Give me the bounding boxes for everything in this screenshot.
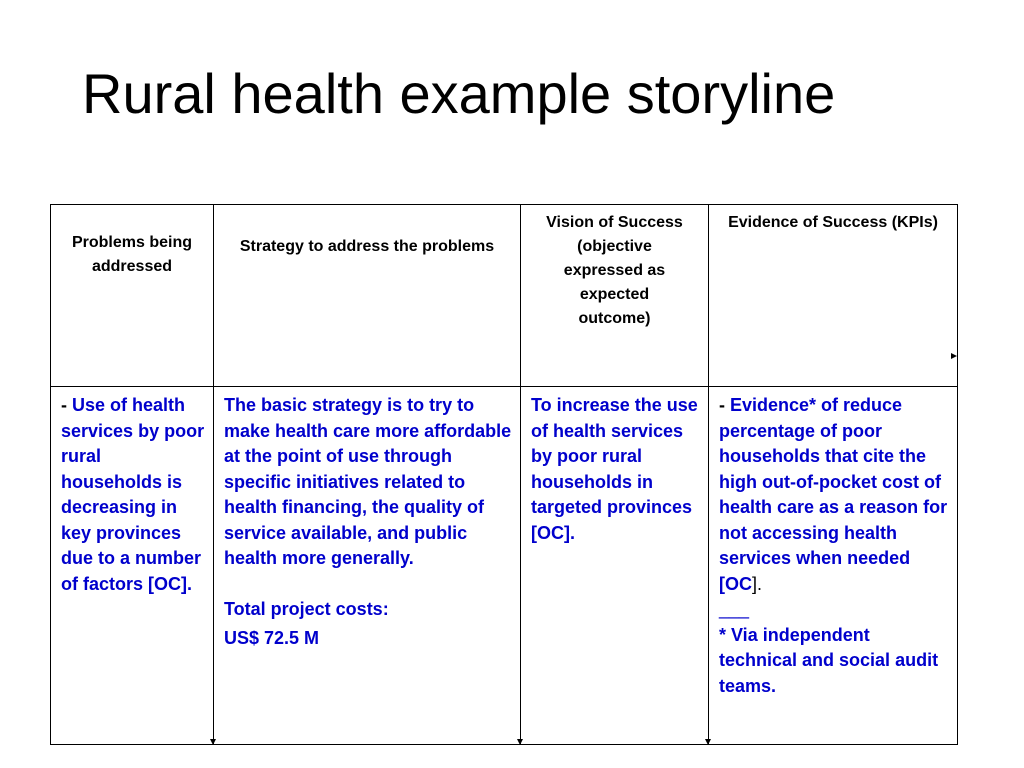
column-arrow-marker [705, 739, 711, 745]
evidence-cell [709, 387, 958, 745]
vision-cell [521, 387, 709, 745]
problems-text: Use of health services by poor rural households is decreasing in key provinces due to a number of factors [OC]. [61, 395, 205, 594]
header-evidence-label: Evidence of Success (KPIs) [728, 214, 938, 231]
vision-text: To increase the use of health services by poor rural households in targeted provinces [OC]. [531, 395, 698, 543]
problems-cell [51, 387, 214, 745]
column-arrow-marker [517, 739, 523, 745]
evidence-separator: ___ [719, 599, 750, 619]
evidence-footnote: * Via independent technical and social audit teams. [719, 624, 939, 696]
spacer [224, 572, 512, 594]
header-evidence [709, 205, 958, 387]
strategy-costs-label: Total project costs: [224, 598, 389, 619]
header-problems [51, 205, 214, 387]
header-strategy-label: Strategy to address the problems [239, 238, 495, 255]
problems-dash: - [61, 395, 72, 415]
header-strategy [214, 205, 521, 387]
header-row [51, 205, 958, 387]
content-row [51, 387, 958, 745]
strategy-cell [214, 387, 521, 745]
header-problems-label: Problems being addressed [71, 234, 193, 275]
strategy-text: The basic strategy is to try to make health care more affordable at the point of use through specific initiatives related to health financing, the quality of service available, and public health more generally. [224, 395, 512, 568]
evidence-text: Evidence* of reduce percentage of poor households that cite the high out-of-pocket cost of health care as a reason for not accessing health services when needed [OC [719, 395, 948, 594]
header-vision [521, 205, 709, 387]
header-vision-label: Vision of Success (objective expressed as expected outcome) [546, 214, 683, 327]
column-arrow-marker [210, 739, 216, 745]
evidence-dash: - [719, 395, 730, 415]
evidence-closing: ]. [752, 573, 763, 594]
row-arrow-marker [951, 353, 957, 359]
storyline-table [50, 204, 958, 745]
slide-title: Rural health example storyline [82, 62, 836, 125]
strategy-costs-value: US$ 72.5 M [224, 628, 320, 648]
